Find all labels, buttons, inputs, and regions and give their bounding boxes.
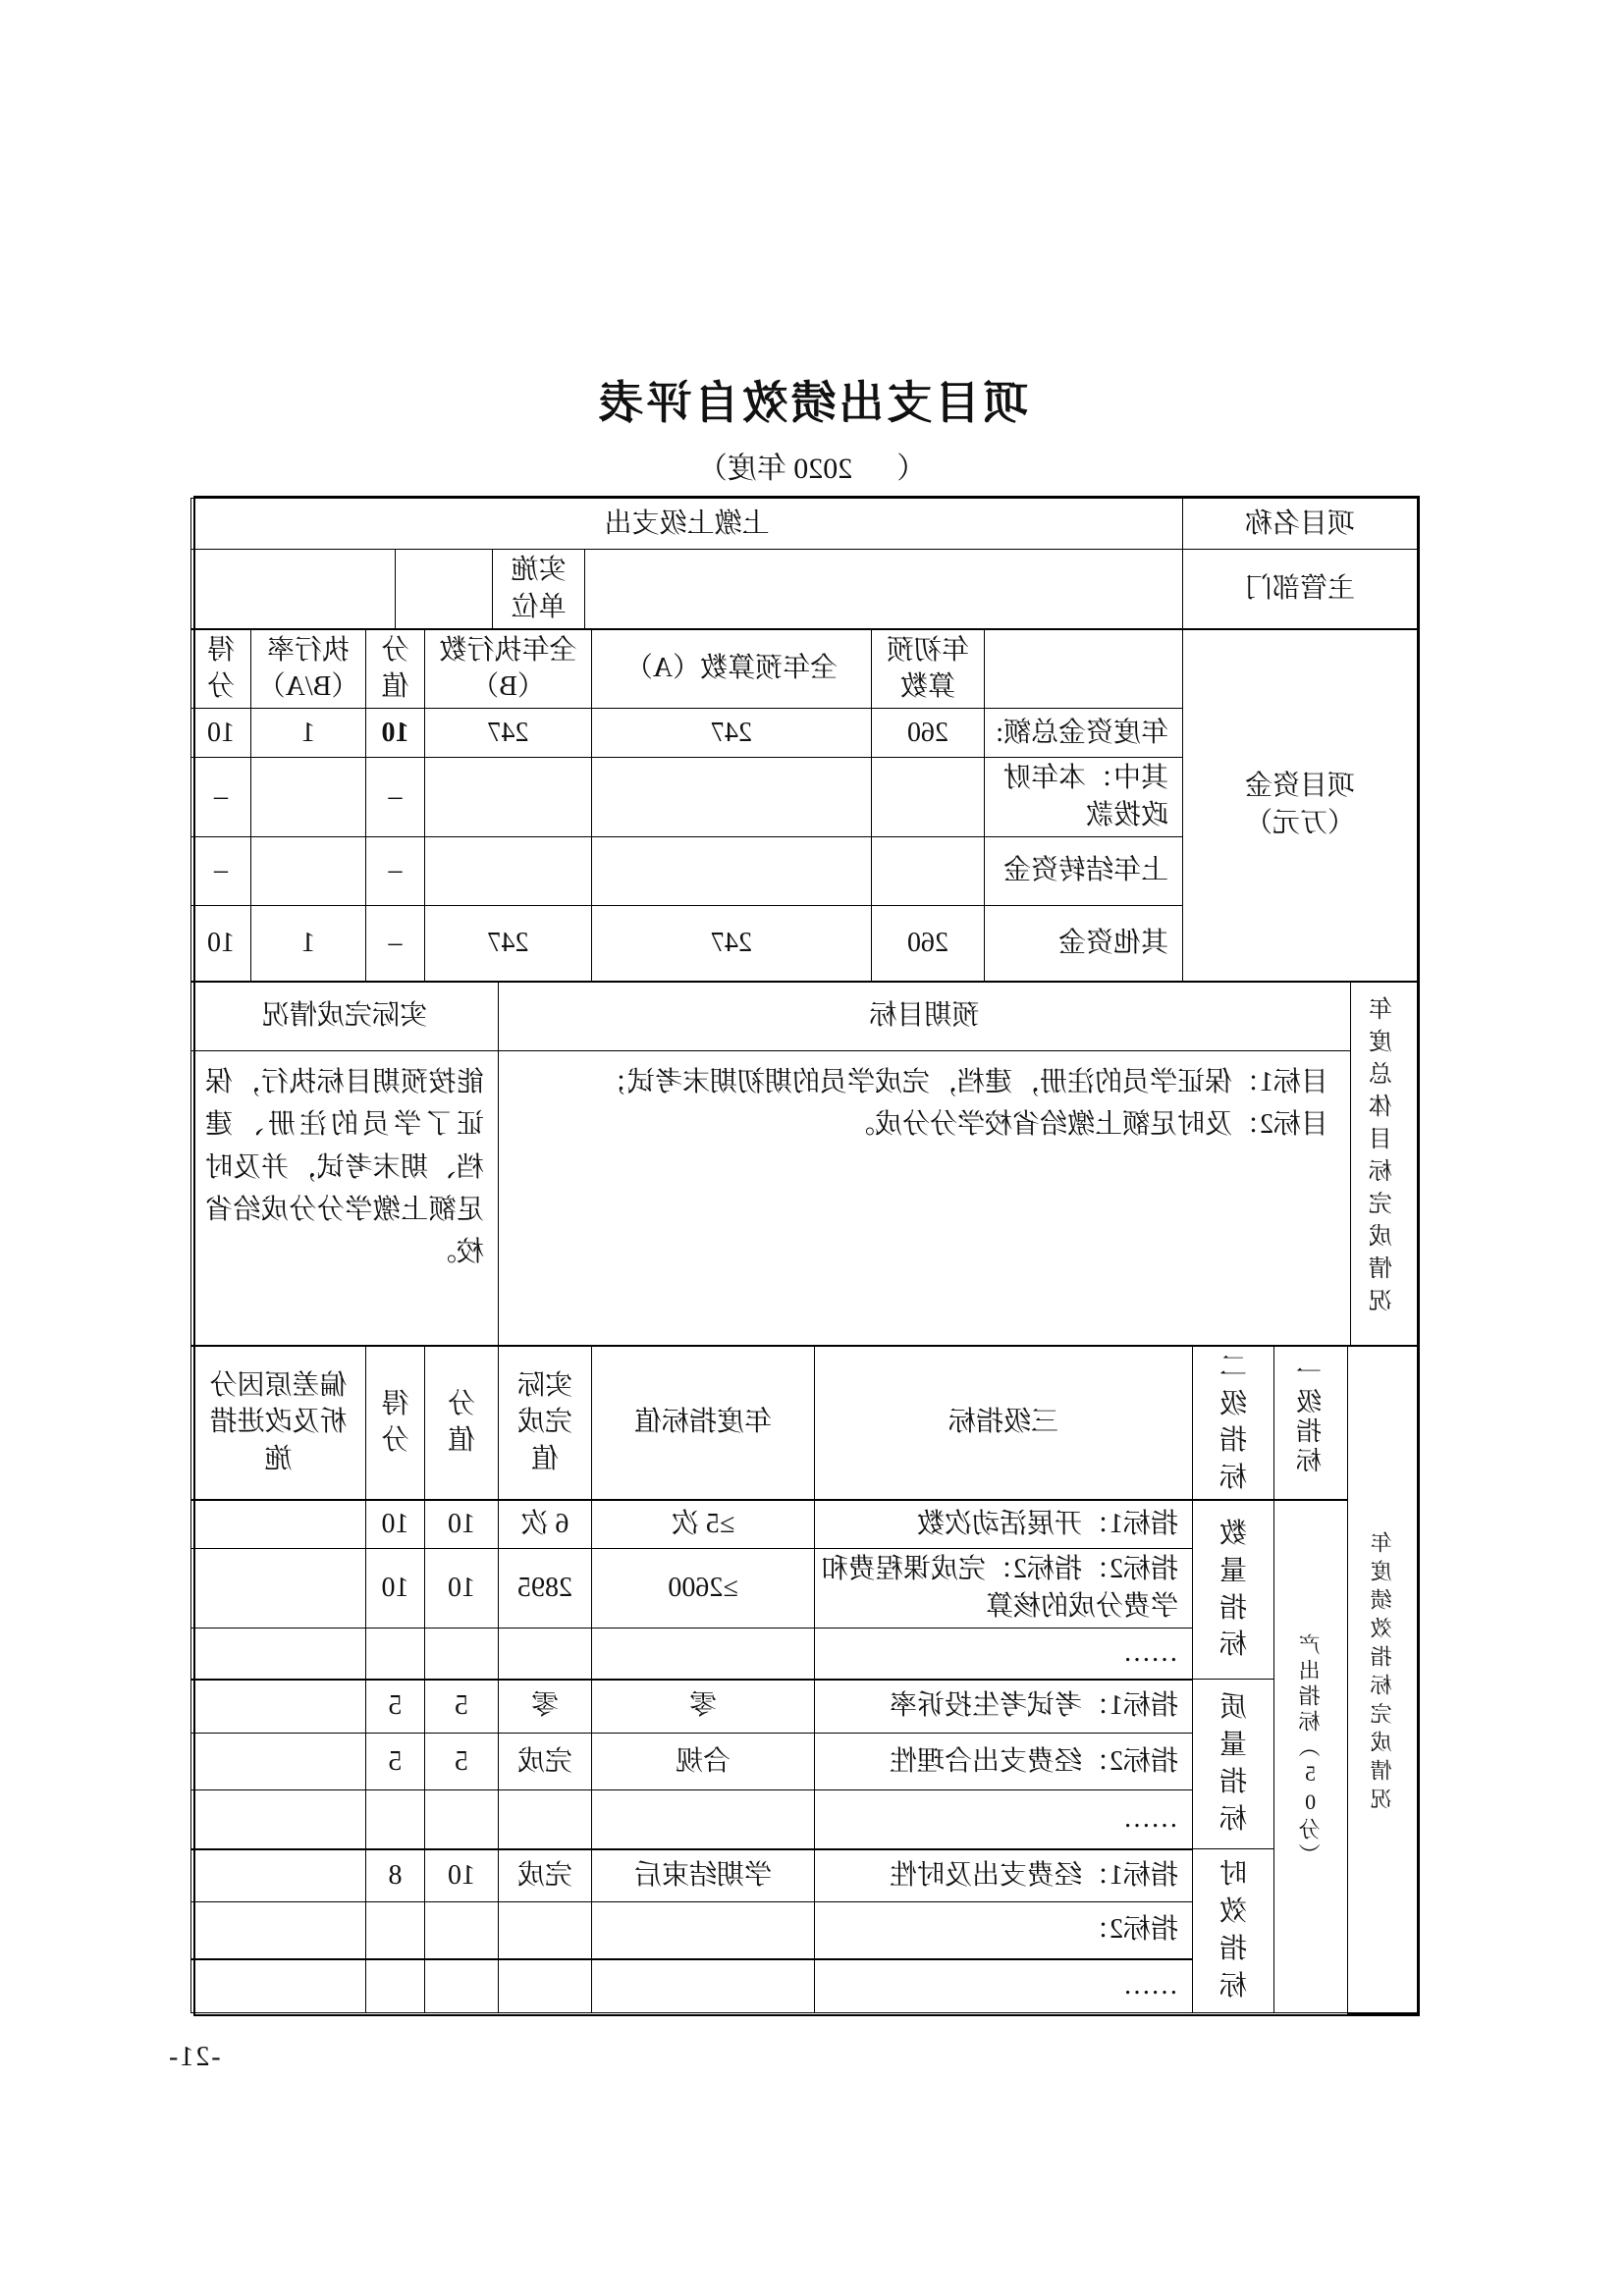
header-extra-cell [190, 550, 395, 629]
perf-actual [499, 1790, 592, 1849]
fund-cell: 247 [425, 709, 592, 758]
fund-cell [592, 758, 872, 837]
fund-cell [872, 836, 985, 905]
perf-indicator: 指标1：经费支出及时性 [815, 1849, 1193, 1902]
perf-target [592, 1902, 815, 1959]
perf-col-score: 得分 [366, 1346, 425, 1500]
perf-indicator: 指标2：经费支出合理性 [815, 1734, 1193, 1790]
perf-actual [499, 1629, 592, 1680]
header-section [190, 498, 1418, 629]
goal-expected-header: 预期目标 [499, 982, 1351, 1050]
perf-score [366, 1629, 425, 1680]
fund-cell: 260 [872, 709, 985, 758]
fund-cell: 10 [191, 905, 251, 981]
perf-points [425, 1959, 499, 2013]
perf-indicator: 指标1：考试考生投诉率 [815, 1680, 1193, 1734]
perf-score [366, 1790, 425, 1849]
fund-row-label: 其中：本年财政拨款 [985, 758, 1183, 837]
perf-deviation [191, 1500, 366, 1549]
perf-col-deviation: 偏差原因分析及改进措施 [191, 1346, 366, 1500]
perf-indicator: 指标2：指标2：完成课程费和学费分成的核算 [815, 1549, 1193, 1629]
fund-cell: – [366, 758, 425, 837]
fund-cell: 10 [366, 709, 425, 758]
dept-value [585, 550, 1183, 629]
fund-cell: 247 [592, 905, 872, 981]
fund-cell: – [366, 836, 425, 905]
perf-level2-quality: 质量指标 [1193, 1680, 1274, 1849]
fund-col-annual-budget: 全年预算数（A） [592, 629, 872, 709]
perf-col-points: 分值 [425, 1346, 499, 1500]
perf-target: 零 [592, 1680, 815, 1734]
fund-group-label: 项目资金 （万元） [1183, 629, 1418, 981]
perf-level2-quantity: 数量指标 [1193, 1500, 1274, 1680]
goal-section-label: 年度总体目标完成情况 [1351, 982, 1418, 1345]
perf-level2-timeliness: 时效指标 [1193, 1849, 1274, 2013]
perf-target: 学期结束后 [592, 1849, 815, 1902]
fund-col-score: 得分 [191, 629, 251, 709]
impl-unit-label: 实施单位 [493, 550, 585, 629]
document-subtitle: （ 2020 年度） [697, 453, 927, 485]
perf-indicator: …… [815, 1959, 1193, 2013]
perf-target [592, 1959, 815, 2013]
perf-points: 10 [425, 1849, 499, 1902]
perf-points: 10 [425, 1500, 499, 1549]
perf-deviation [191, 1959, 366, 2013]
project-name-value: 上缴上级支出 [190, 499, 1182, 550]
goal-section [190, 982, 1418, 1346]
perf-score: 10 [366, 1549, 425, 1629]
dept-label: 主管部门 [1183, 550, 1418, 629]
perf-deviation [191, 1849, 366, 1902]
perf-target: ≥5 次 [592, 1500, 815, 1549]
perf-section-label: 年度绩效指标完成情况 [1348, 1346, 1418, 2012]
fund-col-initial-budget: 年初预算数 [872, 629, 985, 709]
perf-score: 8 [366, 1849, 425, 1902]
fund-cell [592, 836, 872, 905]
perf-points [425, 1902, 499, 1959]
perf-level1-value: 产出指标（50分） [1274, 1500, 1348, 2013]
perf-col-level1: 一级指标 [1274, 1346, 1348, 1500]
fund-cell [425, 758, 592, 837]
page-number: -21- [167, 2042, 221, 2072]
fund-col-exec-rate: 执行率（B/A） [251, 629, 366, 709]
perf-deviation [191, 1734, 366, 1790]
goal-actual-header: 实际完成情况 [191, 982, 499, 1050]
goal-expected-content: 目标1：保证学员的注册，建档，完成学员的期初期末考试； 目标2：及时足额上缴给省校学分分成。 [499, 1050, 1351, 1345]
impl-unit-value [396, 550, 493, 629]
perf-indicator: …… [815, 1629, 1193, 1680]
fund-row-label: 上年结转资金 [985, 836, 1183, 905]
perf-score [366, 1902, 425, 1959]
perf-indicator: 指标2： [815, 1902, 1193, 1959]
self-evaluation-table [193, 496, 1420, 2016]
perf-deviation [191, 1549, 366, 1629]
perf-actual: 2895 [499, 1549, 592, 1629]
fund-col-annual-exec: 全年执行数（B） [425, 629, 592, 709]
perf-actual [499, 1959, 592, 2013]
fund-label-header-blank [985, 629, 1183, 709]
perf-points [425, 1629, 499, 1680]
fund-cell [872, 758, 985, 837]
perf-points [425, 1790, 499, 1849]
fund-cell: – [191, 758, 251, 837]
perf-score: 5 [366, 1734, 425, 1790]
perf-target: ≥2600 [592, 1549, 815, 1629]
perf-deviation [191, 1680, 366, 1734]
perf-col-actual: 实际完成值 [499, 1346, 592, 1500]
perf-target [592, 1629, 815, 1680]
fund-cell [425, 836, 592, 905]
fund-cell: – [366, 905, 425, 981]
perf-indicator: 指标1：开展活动次数 [815, 1500, 1193, 1549]
fund-col-points: 分值 [366, 629, 425, 709]
perf-points: 5 [425, 1734, 499, 1790]
perf-deviation [191, 1629, 366, 1680]
fund-cell [251, 758, 366, 837]
fund-row-label: 其他资金 [985, 905, 1183, 981]
perf-actual [499, 1902, 592, 1959]
perf-deviation [191, 1790, 366, 1849]
perf-score [366, 1959, 425, 2013]
perf-col-target: 年度指标值 [592, 1346, 815, 1500]
fund-cell: 1 [251, 709, 366, 758]
perf-points: 10 [425, 1549, 499, 1629]
perf-actual: 零 [499, 1680, 592, 1734]
perf-col-level3: 三级指标 [815, 1346, 1193, 1500]
document-title: 项目支出绩效自评表 [595, 378, 1029, 428]
perf-score: 10 [366, 1500, 425, 1549]
fund-cell: 247 [425, 905, 592, 981]
project-name-label: 项目名称 [1183, 499, 1418, 550]
fund-cell: 1 [251, 905, 366, 981]
fund-cell: 247 [592, 709, 872, 758]
perf-deviation [191, 1902, 366, 1959]
fund-row-label: 年度资金总额: [985, 709, 1183, 758]
perf-actual: 完成 [499, 1734, 592, 1790]
fund-cell: – [191, 836, 251, 905]
goal-actual-content: 能按预期目标执行，保证了学员的注册、建档、期末考试，并及时足额上缴学分分成给省校。 [191, 1050, 499, 1345]
perf-section [190, 1346, 1418, 2014]
perf-actual: 6 次 [499, 1500, 592, 1549]
fund-section [190, 629, 1418, 982]
perf-actual: 完成 [499, 1849, 592, 1902]
perf-target: 合规 [592, 1734, 815, 1790]
fund-cell: 260 [872, 905, 985, 981]
perf-target [592, 1790, 815, 1849]
perf-indicator: …… [815, 1790, 1193, 1849]
perf-score: 5 [366, 1680, 425, 1734]
fund-cell: 10 [191, 709, 251, 758]
fund-cell [251, 836, 366, 905]
perf-points: 5 [425, 1680, 499, 1734]
perf-col-level2: 二级指标 [1193, 1346, 1274, 1500]
